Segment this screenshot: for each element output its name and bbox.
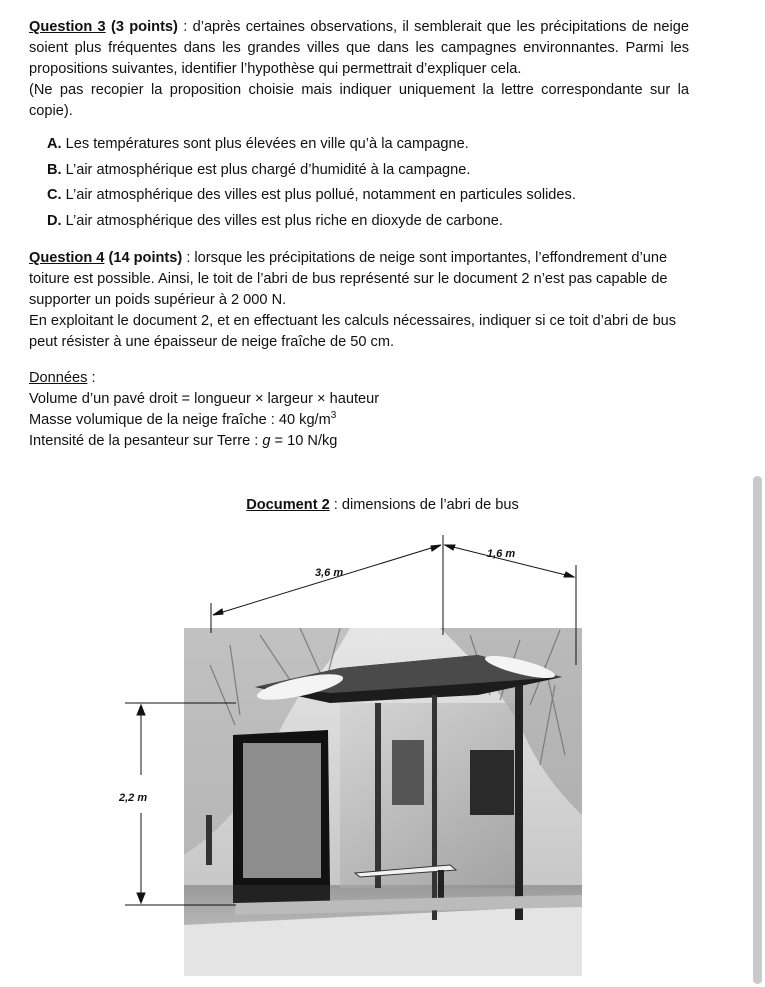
option-letter: D. [47,212,62,229]
question-4-title: Question 4 [29,250,105,266]
question-3-text: : d’après certaines observations, il semblerait que les précipitations de neige soient plus fréquentes dans les grandes villes que dans les campagnes environnantes. Parmi les propositions suivantes, identifier l’hypothèse qui permettrait d’expliquer cela. [29,19,689,77]
question-3-points: (3 points) [110,19,178,35]
shelter-photo [184,628,582,976]
option-text: L’air atmosphérique des villes est plus riche en dioxyde de carbone. [61,212,503,229]
document-2-caption-text: : dimensions de l’abri de bus [329,497,519,513]
question-3-note: (Ne pas recopier la proposition choisie mais indiquer uniquement la lettre correspondante sur la copie). [29,82,689,119]
question-4-points: (14 points) [108,250,183,266]
option-text: L’air atmosphérique des villes est plus pollué, notamment en particules solides. [61,187,576,203]
dimension-width-label: 1,6 m [487,548,516,560]
dimension-height-label: 2,2 m [119,792,148,804]
option-letter: A. [47,136,62,152]
option-b [47,158,689,184]
donnees-line-3-var: g [262,433,271,449]
option-letter: B. [47,161,62,178]
option-text: L’air atmosphérique est plus chargé d’humidité à la campagne. [61,161,471,178]
question-4 [29,248,689,353]
document-2-caption [0,497,765,513]
question-3 [29,17,689,122]
donnees-line-2: Masse volumique de la neige fraîche : 40 kg/m [29,412,331,428]
scrollbar-thumb[interactable] [753,476,762,984]
dimension-length-label: 3,6 m [315,567,344,579]
bus-shelter-figure [0,525,765,987]
document-page [29,17,689,452]
donnees-line-3-post: = 10 N/kg [270,433,338,449]
donnees-line-1: Volume d’un pavé droit = longueur × largeur × hauteur [29,391,380,407]
option-letter: C. [47,187,62,203]
question-3-options [29,132,689,234]
donnees-line-3-pre: Intensité de la pesanteur sur Terre : [29,433,263,449]
option-a [47,132,689,158]
option-c [47,183,689,209]
question-3-title: Question 3 [29,19,106,35]
question-4-text-2: En exploitant le document 2, et en effectuant les calculs nécessaires, indiquer si ce toit d’abri de bus peut résister à une épaisseur de neige fraîche de 50 cm. [29,313,677,350]
document-2-title: Document 2 [246,497,330,513]
donnees-block [29,368,689,452]
donnees-line-2-exponent: 3 [330,410,337,422]
donnees-colon: : [87,370,96,386]
option-d [47,209,689,235]
question-4-text: : lorsque les précipitations de neige sont importantes, l’effondrement d’une toiture est possible. Ainsi, le toit de l’abri de bus représenté sur le document 2 n’est pas capable de supporter un poids supérieur à 2 000 N. [29,250,668,308]
donnees-title: Données [29,370,88,386]
option-text: Les températures sont plus élevées en ville qu’à la campagne. [61,136,469,152]
